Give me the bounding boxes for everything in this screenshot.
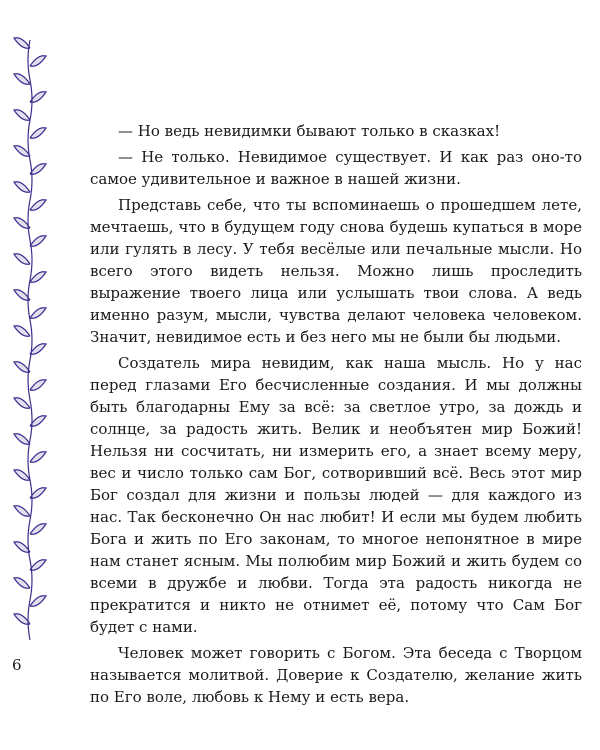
vine-leaf: [14, 506, 30, 517]
decorative-vine-border: [0, 0, 60, 640]
paragraph-2: — Не только. Невидимое существует. И как раз оно-то самое удивительное и важное в нашей жизни.: [90, 148, 582, 188]
vine-leaf: [14, 578, 30, 589]
vine-leaf: [30, 164, 46, 175]
vine-leaf: [30, 560, 46, 571]
vine-leaf: [14, 74, 30, 85]
vine-leaf: [30, 596, 46, 607]
vine-leaf: [14, 254, 30, 265]
page-number: 6: [12, 656, 22, 674]
vine-leaf: [30, 308, 46, 319]
vine-leaf: [30, 380, 46, 391]
vine-leaf: [14, 326, 30, 337]
vine-leaf: [30, 524, 46, 535]
vine-leaf: [14, 398, 30, 409]
vine-leaf: [14, 110, 30, 121]
vine-leaf: [30, 236, 46, 247]
vine-leaf: [14, 146, 30, 157]
vine-leaf: [14, 434, 30, 445]
vine-leaf: [30, 488, 46, 499]
vine-leaf: [14, 182, 30, 193]
body-text: [90, 120, 582, 712]
vine-leaf: [30, 272, 46, 283]
vine-leaf: [30, 128, 46, 139]
vine-leaf: [30, 56, 46, 67]
vine-leaf: [14, 470, 30, 481]
vine-leaf: [14, 38, 30, 49]
paragraph-3: Представь себе, что ты вспоминаешь о прошедшем лете, мечтаешь, что в будущем году снова будешь купаться в море или гулять в лесу. У тебя весёлые или печальные мысли. Но всего этого видеть нельзя. Можно лишь проследить выражение твоего лица или услышать твои слова. А ведь именно разум, мысли, чувства делают человека человеком. Значит, невидимое есть и без него мы не были бы людьми.: [90, 196, 582, 346]
vine-leaf: [14, 362, 30, 373]
vine-leaf: [30, 452, 46, 463]
paragraph-1: — Но ведь невидимки бывают только в сказках!: [118, 122, 501, 140]
paragraph-5: Человек может говорить с Богом. Эта беседа с Творцом называется молитвой. Доверие к Создателю, желание жить по Его воле, любовь к Нему и есть вера.: [90, 644, 582, 706]
vine-leaf: [30, 200, 46, 211]
paragraph-4: Создатель мира невидим, как наша мысль. Но у нас перед глазами Его бесчисленные создания. И мы должны быть благодарны Ему за всё: за светлое утро, за дождь и солнце, за радость жить. Велик и необъятен мир Божий! Нельзя ни сосчитать, ни измерить его, а знает всему меру, вес и число только сам Бог, сотворивший всё. Весь этот мир Бог создал для жизни и пользы людей — для каждого из нас. Так бесконечно Он нас любит! И если мы будем любить Бога и жить по Его законам, то многое непонятное в мире нам станет ясным. Мы полюбим мир Божий и жить будем со всеми в дружбе и любви. Тогда эта радость никогда не прекратится и никто не отнимет её, потому что Сам Бог будет с нами.: [90, 354, 582, 636]
